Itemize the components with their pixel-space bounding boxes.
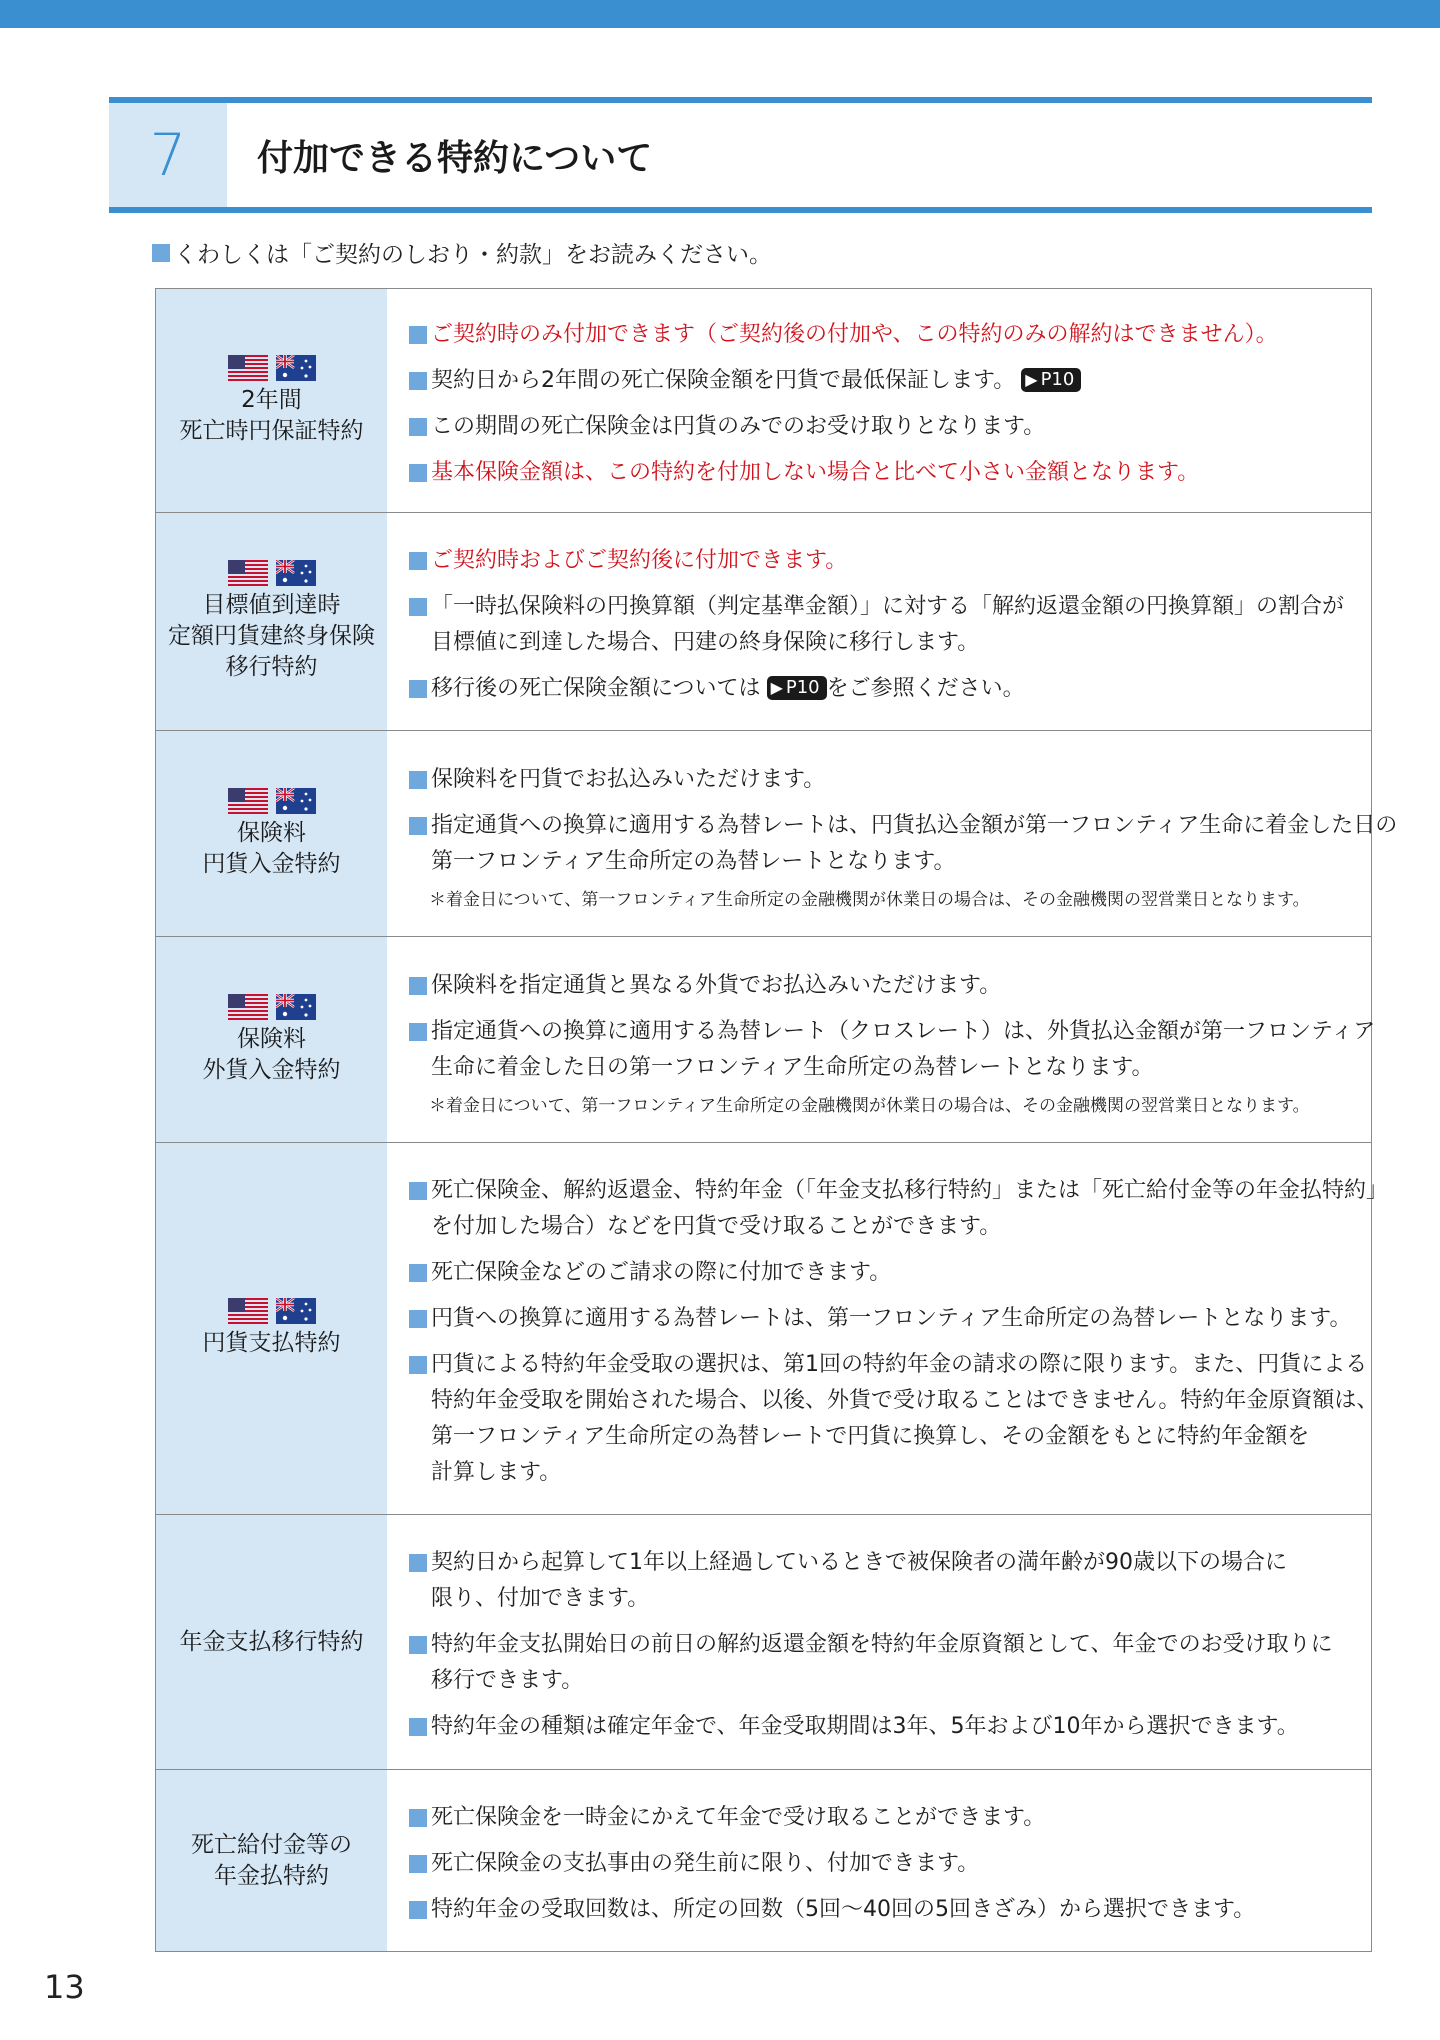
rider-bullet-item (409, 363, 1357, 399)
rider-bullet-item (409, 1545, 1357, 1617)
rider-text-line (431, 1173, 1388, 1209)
rider-text-line (431, 1383, 1388, 1419)
section-number: 7 (109, 103, 227, 207)
square-bullet-icon (409, 464, 427, 482)
rider-text: 移行できます。 (431, 1668, 584, 1693)
rider-text-line (431, 317, 1357, 353)
play-triangle-icon: ▶ (1025, 369, 1038, 389)
square-bullet-icon (409, 771, 427, 789)
us-flag-icon (228, 788, 268, 814)
rider-text: 「一時払保険料の円換算額（判定基準金額）」に対する「解約返還金額の円換算額」の割合が (431, 593, 1345, 619)
rider-bullet-item (409, 1014, 1375, 1086)
rider-name-cell (156, 513, 387, 730)
rider-name-line: 目標値到達時 (202, 592, 341, 618)
australia-flag-icon (276, 1298, 316, 1324)
rider-name-line: 死亡時円保証特約 (179, 417, 364, 444)
rider-description-cell (387, 1770, 1371, 1951)
square-bullet-icon (409, 1855, 427, 1873)
rider-text-line (431, 1255, 1388, 1291)
rider-text-line (431, 543, 1357, 579)
rider-bullet-item (409, 1892, 1357, 1928)
rider-description-cell (387, 731, 1411, 936)
us-flag-icon (228, 994, 268, 1020)
rider-text-line (431, 1709, 1357, 1745)
rider-text-after-ref: をご参照ください。 (826, 675, 1025, 701)
rider-bullet-item (409, 1347, 1388, 1491)
rider-bullet-item (409, 409, 1357, 445)
rider-text: 死亡保険金などのご請求の際に付加できます。 (431, 1259, 892, 1285)
rider-text: 特約年金支払開始日の前日の解約返還金額を特約年金原資額として、年金でのお受け取りに (431, 1632, 1333, 1657)
rider-text-line (431, 968, 1375, 1004)
australia-flag-icon (276, 560, 316, 586)
currency-flags (228, 1298, 316, 1324)
rider-row (156, 1514, 1371, 1769)
rider-row (156, 1769, 1371, 1951)
rider-bullet-item (409, 543, 1357, 579)
rider-text-line (431, 1800, 1357, 1836)
rider-bullet-item (409, 671, 1357, 707)
rider-description-cell (387, 289, 1371, 512)
rider-description-cell (387, 1143, 1402, 1514)
rider-row (156, 289, 1371, 512)
rider-bullet-item (409, 1255, 1388, 1291)
rider-text: 指定通貨への換算に適用する為替レート（クロスレート）は、外貨払込金額が第一フロンティア (431, 1018, 1376, 1044)
rider-bullet-item (409, 589, 1357, 661)
australia-flag-icon (276, 994, 316, 1020)
rider-text-line (431, 1545, 1357, 1581)
rider-text: 第一フロンティア生命所定の為替レートで円貨に換算し、その金額をもとに特約年金額を (431, 1423, 1310, 1449)
rider-text: 指定通貨への換算に適用する為替レートは、円貨払込金額が第一フロンティア生命に着金した日の (431, 812, 1398, 838)
rider-bullet-item (409, 968, 1375, 1004)
footnote: ＊着金日について、第一フロンティア生命所定の金融機関が休業日の場合は、その金融機関の翌営業日となります。 (429, 1095, 1310, 1116)
rider-text-line (431, 1627, 1357, 1663)
rider-text: 契約日から起算して1年以上経過しているときで被保険者の満年齢が90歳以下の場合に (431, 1550, 1287, 1575)
section-header (109, 97, 1372, 213)
square-bullet-icon (152, 244, 170, 262)
rider-text-line (431, 1455, 1388, 1491)
square-bullet-icon (409, 1554, 427, 1572)
rider-text: 死亡保険金の支払事由の発生前に限り、付加できます。 (431, 1850, 980, 1876)
rider-bullet-item (409, 1709, 1357, 1745)
section-title: 付加できる特約について (257, 137, 653, 179)
currency-flags (228, 994, 316, 1020)
square-bullet-icon (409, 1718, 427, 1736)
rider-name-line: 保険料 (237, 1025, 306, 1052)
rider-name-cell (156, 1770, 387, 1951)
rider-description-cell (387, 1515, 1371, 1769)
square-bullet-icon (409, 1310, 427, 1328)
riders-table (155, 288, 1398, 1952)
square-bullet-icon (409, 1023, 427, 1041)
footnote: ＊着金日について、第一フロンティア生命所定の金融機関が休業日の場合は、その金融機関の翌営業日となります。 (429, 889, 1310, 910)
rider-name-cell (156, 289, 387, 512)
rider-bullet-item (409, 455, 1357, 491)
rider-name-line: 定額円貨建終身保険 (168, 623, 375, 649)
rider-description-cell (387, 513, 1371, 730)
rider-text: この期間の死亡保険金は円貨のみでのお受け取りとなります。 (431, 413, 1046, 439)
currency-flags (228, 788, 316, 814)
rider-text-line (431, 671, 1357, 707)
rider-text: 円貨による特約年金受取の選択は、第1回の特約年金の請求の際に限ります。また、円貨による (431, 1351, 1368, 1377)
rider-text: 死亡保険金を一時金にかえて年金で受け取ることができます。 (431, 1804, 1046, 1830)
square-bullet-icon (409, 817, 427, 835)
rider-description-cell (387, 937, 1389, 1142)
australia-flag-icon (276, 788, 316, 814)
us-flag-icon (228, 355, 268, 381)
rider-text: ご契約時およびご契約後に付加できます。 (431, 547, 848, 573)
rider-name-line: 円貨入金特約 (202, 850, 341, 877)
currency-flags (228, 355, 316, 381)
rider-text: 第一フロンティア生命所定の為替レートとなります。 (431, 848, 956, 874)
rider-bullet-item (409, 808, 1397, 880)
rider-name-line: 死亡給付金等の (191, 1831, 352, 1858)
square-bullet-icon (409, 418, 427, 436)
rider-text: 限り、付加できます。 (431, 1586, 650, 1611)
rider-text: 特約年金受取を開始された場合、以後、外貨で受け取ることはできません。特約年金原資額は、 (431, 1387, 1379, 1413)
rider-text: 生命に着金した日の第一フロンティア生命所定の為替レートとなります。 (431, 1054, 1154, 1080)
page-reference-link[interactable] (1021, 368, 1081, 392)
australia-flag-icon (276, 355, 316, 381)
intro-note (152, 236, 772, 269)
rider-text: 基本保険金額は、この特約を付加しない場合と比べて小さい金額となります。 (431, 459, 1200, 485)
rider-name-line: 外貨入金特約 (202, 1056, 341, 1083)
page-reference-text: P10 (1040, 368, 1075, 390)
rider-text-line (431, 1301, 1388, 1337)
intro-text: くわしくは「ご契約のしおり・約款」をお読みください。 (174, 242, 772, 268)
rider-name-line: 円貨支払特約 (202, 1330, 341, 1356)
top-accent-bar (0, 0, 1440, 28)
square-bullet-icon (409, 1901, 427, 1919)
rider-row (156, 512, 1371, 730)
rider-text-line (431, 1663, 1357, 1699)
rider-text-line (431, 1209, 1388, 1245)
page-reference-link[interactable] (767, 676, 827, 700)
page-reference-text: P10 (785, 676, 820, 698)
rider-text: ご契約時のみ付加できます（ご契約後の付加や、この特約のみの解約はできません）。 (431, 321, 1278, 347)
rider-bullet-item (409, 317, 1357, 353)
rider-name-line: 移行特約 (225, 654, 318, 680)
rider-row (156, 730, 1398, 936)
rider-text: 特約年金の種類は確定年金で、年金受取期間は3年、5年および10年から選択できます。 (431, 1714, 1299, 1739)
rider-text: を付加した場合）などを円貨で受け取ることができます。 (431, 1213, 1002, 1239)
rider-row (156, 936, 1376, 1142)
rider-text: 保険料を指定通貨と異なる外貨でお払込みいただけます。 (431, 972, 1002, 998)
rider-text-line (431, 1581, 1357, 1617)
rider-text-line (431, 363, 1357, 399)
rider-text-line (431, 1014, 1375, 1050)
rider-name-cell (156, 1143, 387, 1514)
rider-name-cell (156, 937, 387, 1142)
rider-name-line: 年金支払移行特約 (179, 1628, 364, 1655)
rider-text-line (431, 625, 1357, 661)
rider-text-line (431, 455, 1357, 491)
rider-text: 契約日から2年間の死亡保険金額を円貨で最低保証します。 (431, 367, 1016, 393)
rider-text: 計算します。 (431, 1459, 562, 1485)
rider-name-cell (156, 1515, 387, 1769)
square-bullet-icon (409, 1182, 427, 1200)
square-bullet-icon (409, 598, 427, 616)
rider-text-line (431, 844, 1397, 880)
rider-text-line (431, 1892, 1357, 1928)
rider-text: 保険料を円貨でお払込みいただけます。 (431, 766, 826, 792)
rider-bullet-item (409, 1627, 1357, 1699)
rider-bullet-item (409, 762, 1397, 798)
us-flag-icon (228, 560, 268, 586)
rider-name-line: 保険料 (237, 819, 306, 846)
rider-text: 死亡保険金、解約返還金、特約年金（「年金支払移行特約」または「死亡給付金等の年金払特約」 (431, 1177, 1389, 1203)
play-triangle-icon: ▶ (770, 677, 783, 697)
square-bullet-icon (409, 326, 427, 344)
us-flag-icon (228, 1298, 268, 1324)
rider-text-line (431, 1419, 1388, 1455)
rider-text: 移行後の死亡保険金額については (431, 675, 761, 701)
rider-bullet-item (409, 1173, 1388, 1245)
rider-name-line: 年金払特約 (214, 1862, 329, 1889)
rider-name-cell (156, 731, 387, 936)
rider-text-line (431, 1050, 1375, 1086)
square-bullet-icon (409, 1356, 427, 1374)
square-bullet-icon (409, 552, 427, 570)
square-bullet-icon (409, 1636, 427, 1654)
rider-bullet-item (409, 1301, 1388, 1337)
rider-text-line (431, 409, 1357, 445)
rider-text-line (431, 762, 1397, 798)
rider-text-line (431, 1347, 1388, 1383)
page-number: 13 (44, 1968, 85, 2006)
square-bullet-icon (409, 372, 427, 390)
rider-bullet-item (409, 1846, 1357, 1882)
rider-text-line (431, 808, 1397, 844)
square-bullet-icon (409, 977, 427, 995)
rider-text: 目標値に到達した場合、円建の終身保険に移行します。 (431, 629, 980, 655)
currency-flags (228, 560, 316, 586)
rider-bullet-item (409, 1800, 1357, 1836)
rider-text: 円貨への換算に適用する為替レートは、第一フロンティア生命所定の為替レートとなります。 (431, 1305, 1352, 1331)
rider-text-line (431, 1846, 1357, 1882)
rider-row (156, 1142, 1389, 1514)
rider-name-line: 2年間 (241, 386, 302, 413)
square-bullet-icon (409, 1264, 427, 1282)
square-bullet-icon (409, 1809, 427, 1827)
rider-text-line (431, 589, 1357, 625)
rider-text: 特約年金の受取回数は、所定の回数（5回〜40回の5回きざみ）から選択できます。 (431, 1896, 1256, 1922)
square-bullet-icon (409, 680, 427, 698)
